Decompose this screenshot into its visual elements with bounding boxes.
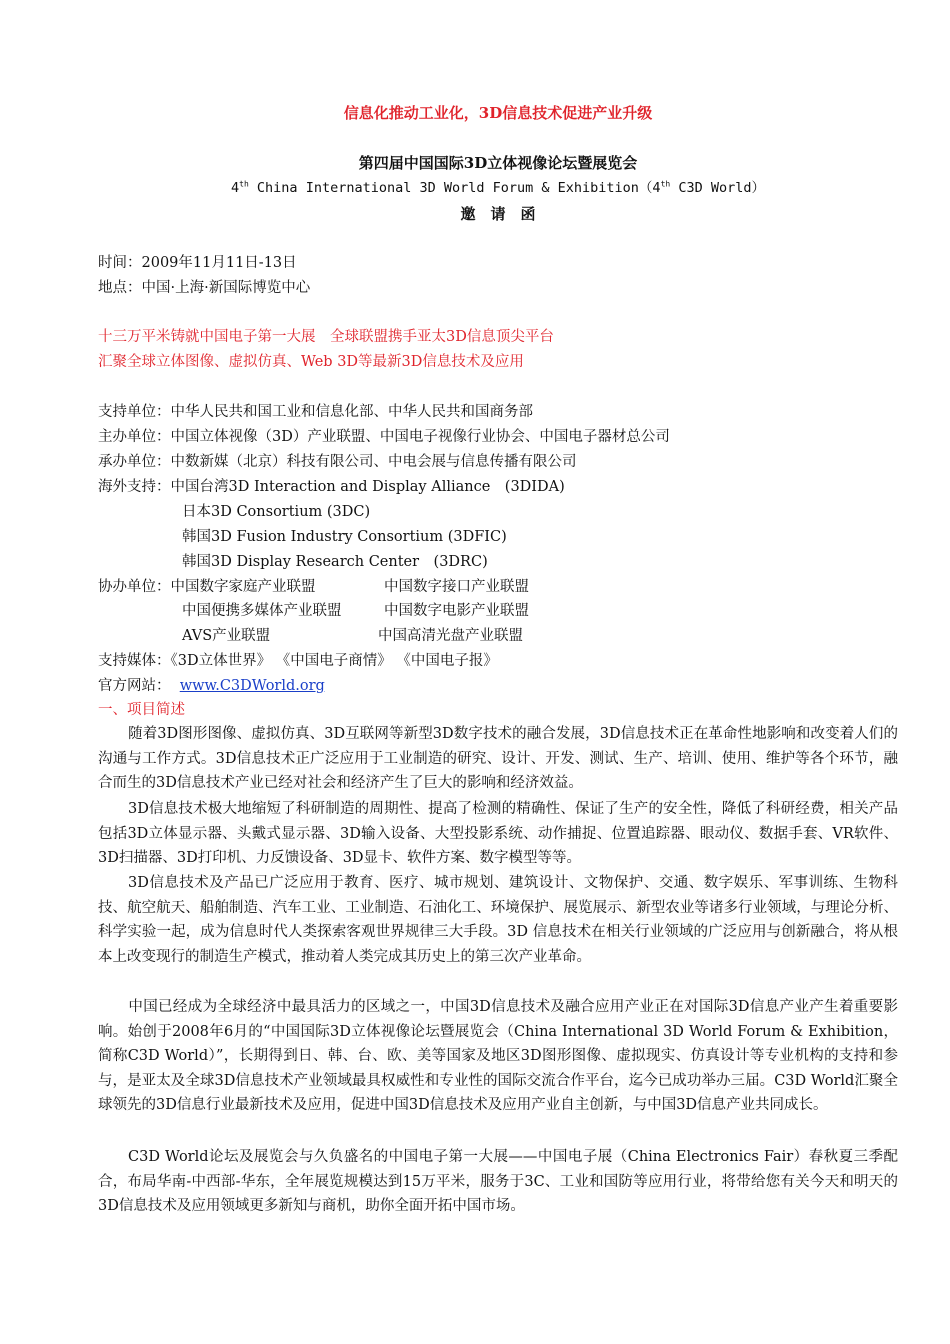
paragraph: C3D World论坛及展览会与久负盛名的中国电子第一大展——中国电子展（China Electronics Fair）春秋夏三季配合，布局华南-中西部-华东，全年展览规模达到15万平米，服务于3C、工业和国防等应用行业，将带给您有关今天和明天的3D信息技术及应用领域更多新知与商机，助你全面开拓中国市场。	[98, 1149, 898, 1215]
website-row	[98, 675, 325, 697]
event-title-cn: 第四届中国国际3D立体视像论坛暨展览会	[358, 154, 638, 172]
coorg-item: 中国数字电影产业联盟	[384, 603, 529, 619]
host-units: 主办单位：中国立体视像（3D）产业联盟、中国电子视像行业协会、中国电子器材总公司	[98, 429, 670, 445]
website-link[interactable]: www.C3DWorld.org	[179, 678, 325, 694]
slogan-1: 十三万平米铸就中国电子第一大展 全球联盟携手亚太3D信息顶尖平台	[98, 329, 554, 345]
overseas-support-label: 海外支持：	[98, 479, 171, 495]
event-title-en: 4th China International 3D World Forum & Exhibition（4th C3D World）	[231, 179, 765, 196]
overseas-support-row	[98, 476, 565, 498]
coorg-item: 中国便携多媒体产业联盟	[182, 603, 342, 619]
headline: 信息化推动工业化，3D信息技术促进产业升级	[343, 104, 653, 122]
paragraph: 随着3D图形图像、虚拟仿真、3D互联网等新型3D数字技术的融合发展，3D信息技术正在革命性地影响和改变着人们的沟通与工作方式。3D信息技术正广泛应用于工业制造的研究、设计、开发、测试、生产、培训、使用、维护等各个环节，融合而生的3D信息技术产业已经对社会和经济产生了巨大的影响和经济效益。	[98, 726, 898, 792]
coorg-row	[98, 576, 898, 598]
slogan-2: 汇聚全球立体图像、虚拟仿真、Web 3D等最新3D信息技术及应用	[98, 354, 524, 370]
event-time: 时间：2009年11月11日-13日	[98, 255, 297, 271]
paragraph: 3D信息技术极大地缩短了科研制造的周期性、提高了检测的精确性、保证了生产的安全性，降低了科研经费，相关产品包括3D立体显示器、头戴式显示器、3D输入设备、大型投影系统、动作捕捉、位置追踪器、眼动仪、数据手套、VR软件、3D扫描器、3D打印机、力反馈设备、3D显卡、软件方案、数字模型等等。	[98, 801, 898, 867]
paragraph: 中国已经成为全球经济中最具活力的区域之一，中国3D信息技术及融合应用产业正在对国际3D信息产业产生着重要影响。始创于2008年6月的“中国国际3D立体视像论坛暨展览会（China International 3D World Forum & Exhibition，简称C3D World）”，长期得到日、韩、台、欧、美等国家及地区3D图形图像、虚拟现实、仿真设计等专业机构的支持和参与，是亚太及全球3D信息技术产业领域最具权威性和专业性的国际交流合作平台，迄今已成功举办三届。C3D World汇聚全球领先的3D信息行业最新技术及应用，促进中国3D信息技术及应用产业自主创新，与中国3D信息产业共同成长。	[98, 999, 898, 1114]
overseas-item: 日本3D Consortium (3DC)	[182, 504, 371, 520]
overseas-item: 韩国3D Fusion Industry Consortium (3DFIC)	[182, 529, 507, 545]
coorg-item: 中国高清光盘产业联盟	[378, 628, 523, 644]
paragraph: 3D信息技术及产品已广泛应用于教育、医疗、城市规划、建筑设计、文物保护、交通、数字娱乐、军事训练、生物科技、航空航天、船舶制造、汽车工业、工业制造、石油化工、环境保护、展览展示、新型农业等诸多行业领域，与理论分析、科学实验一起，成为信息时代人类探索客观世界规律三大手段。3D 信息技术在相关行业领域的广泛应用与创新融合，将从根本上改变现行的制造生产模式，推动着人类完成其历史上的第三次产业革命。	[98, 875, 898, 965]
support-units: 支持单位：中华人民共和国工业和信息化部、中华人民共和国商务部	[98, 404, 533, 420]
coorg-row	[182, 625, 882, 647]
overseas-item: 韩国3D Display Research Center (3DRC)	[182, 554, 488, 570]
overseas-item: 中国台湾3D Interaction and Display Alliance (3DIDA)	[170, 479, 565, 495]
invitation-title: 邀 请 函	[460, 205, 536, 223]
section-heading: 一、项目简述	[98, 702, 185, 718]
coorg-label: 协办单位：	[98, 579, 171, 595]
organizer-units: 承办单位：中数新媒（北京）科技有限公司、中电会展与信息传播有限公司	[98, 454, 577, 470]
event-place: 地点：中国·上海·新国际博览中心	[98, 280, 311, 296]
website-label: 官方网站：	[98, 678, 171, 694]
coorg-row	[182, 600, 882, 622]
coorg-item: AVS产业联盟	[182, 628, 271, 644]
coorg-item: 中国数字接口产业联盟	[384, 579, 529, 595]
support-media: 支持媒体：《3D立体世界》 《中国电子商情》 《中国电子报》	[98, 653, 498, 669]
coorg-item: 中国数字家庭产业联盟	[170, 579, 316, 595]
